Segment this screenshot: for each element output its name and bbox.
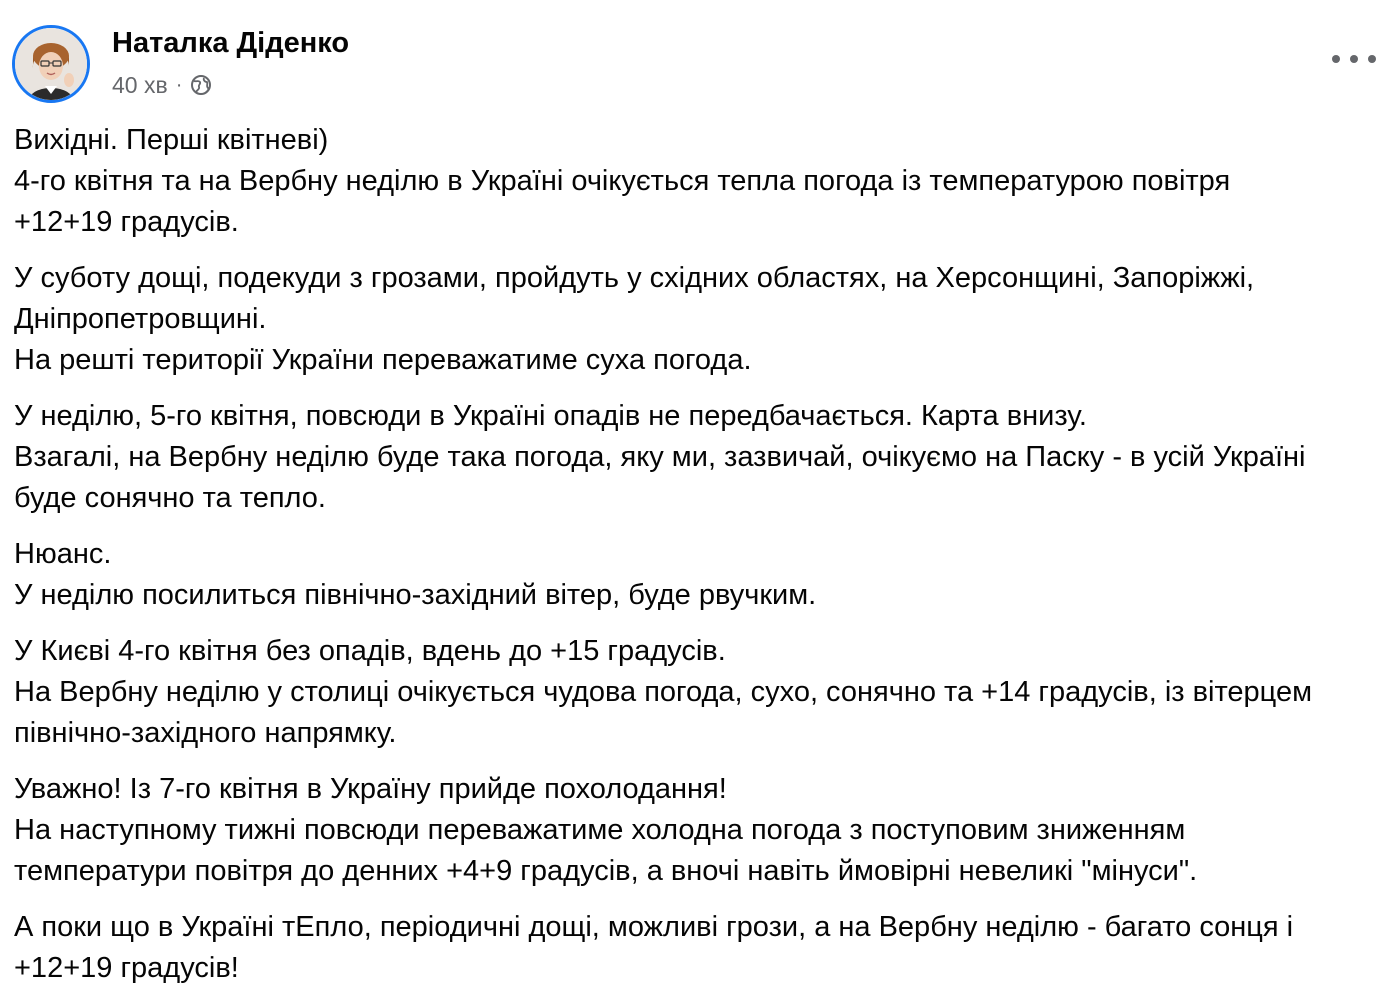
post-text-line: +12+19 градусів!	[14, 952, 239, 984]
post-text-line: Уважно! Із 7-го квітня в Україну прийде похолодання!	[14, 773, 727, 805]
post-text-line: Вихідні. Перші квітневі)	[14, 124, 329, 156]
meta-separator: ·	[175, 73, 183, 96]
post-text-line: На решті території України переважатиме суха погода.	[14, 344, 752, 376]
post-text-line: Взагалі, на Вербну неділю буде така погода, яку ми, зазвичай, очікуємо на Паску - в усій Україні	[14, 441, 1306, 473]
globe-icon[interactable]	[190, 74, 212, 96]
post-paragraph	[14, 396, 1394, 519]
post-text-line: Нюанс.	[14, 538, 112, 570]
post-body	[14, 120, 1394, 1000]
author-name[interactable]: Наталка Діденко	[112, 27, 350, 59]
post-text-line: На Вербну неділю у столиці очікується чудова погода, сухо, сонячно та +14 градусів, із вітерцем	[14, 676, 1313, 708]
post-text-line: На наступному тижні повсюди переважатиме холодна погода з поступовим зниженням	[14, 814, 1186, 846]
more-options-button[interactable]	[1332, 45, 1376, 73]
post-paragraph	[14, 769, 1394, 892]
post-text-line: У Києві 4-го квітня без опадів, вдень до +15 градусів.	[14, 635, 726, 667]
post-paragraph	[14, 120, 1394, 243]
post-text-line: А поки що в Україні тЕпло, періодичні дощі, можливі грози, а на Вербну неділю - багато сонця і	[14, 911, 1294, 943]
post-paragraph	[14, 907, 1394, 989]
post-text-line: +12+19 градусів.	[14, 206, 239, 238]
avatar-image	[15, 28, 87, 100]
avatar[interactable]	[12, 25, 90, 103]
post-text-line: У неділю, 5-го квітня, повсюди в Україні опадів не передбачається. Карта внизу.	[14, 400, 1087, 432]
post-paragraph	[14, 534, 1394, 616]
post-text-line: 4-го квітня та на Вербну неділю в Україні очікується тепла погода із температурою повітря	[14, 165, 1231, 197]
post-header	[12, 25, 1388, 105]
post-meta	[112, 69, 212, 101]
post-paragraph	[14, 258, 1394, 381]
post-text-line: буде сонячно та тепло.	[14, 482, 326, 514]
more-horizontal-icon	[1332, 55, 1340, 63]
post-text-line: Дніпропетровщині.	[14, 303, 267, 335]
post-text-line: температури повітря до денних +4+9 градусів, а вночі навіть ймовірні невеликі "мінуси".	[14, 855, 1198, 887]
post-time[interactable]: 40 хв	[112, 71, 168, 98]
post-paragraph	[14, 631, 1394, 754]
post-text-line: У неділю посилиться північно-західний вітер, буде рвучким.	[14, 579, 817, 611]
post-text-line: У суботу дощі, подекуди з грозами, пройдуть у східних областях, на Херсонщині, Запоріжжі,	[14, 262, 1255, 294]
post-text-line: північно-західного напрямку.	[14, 717, 397, 749]
